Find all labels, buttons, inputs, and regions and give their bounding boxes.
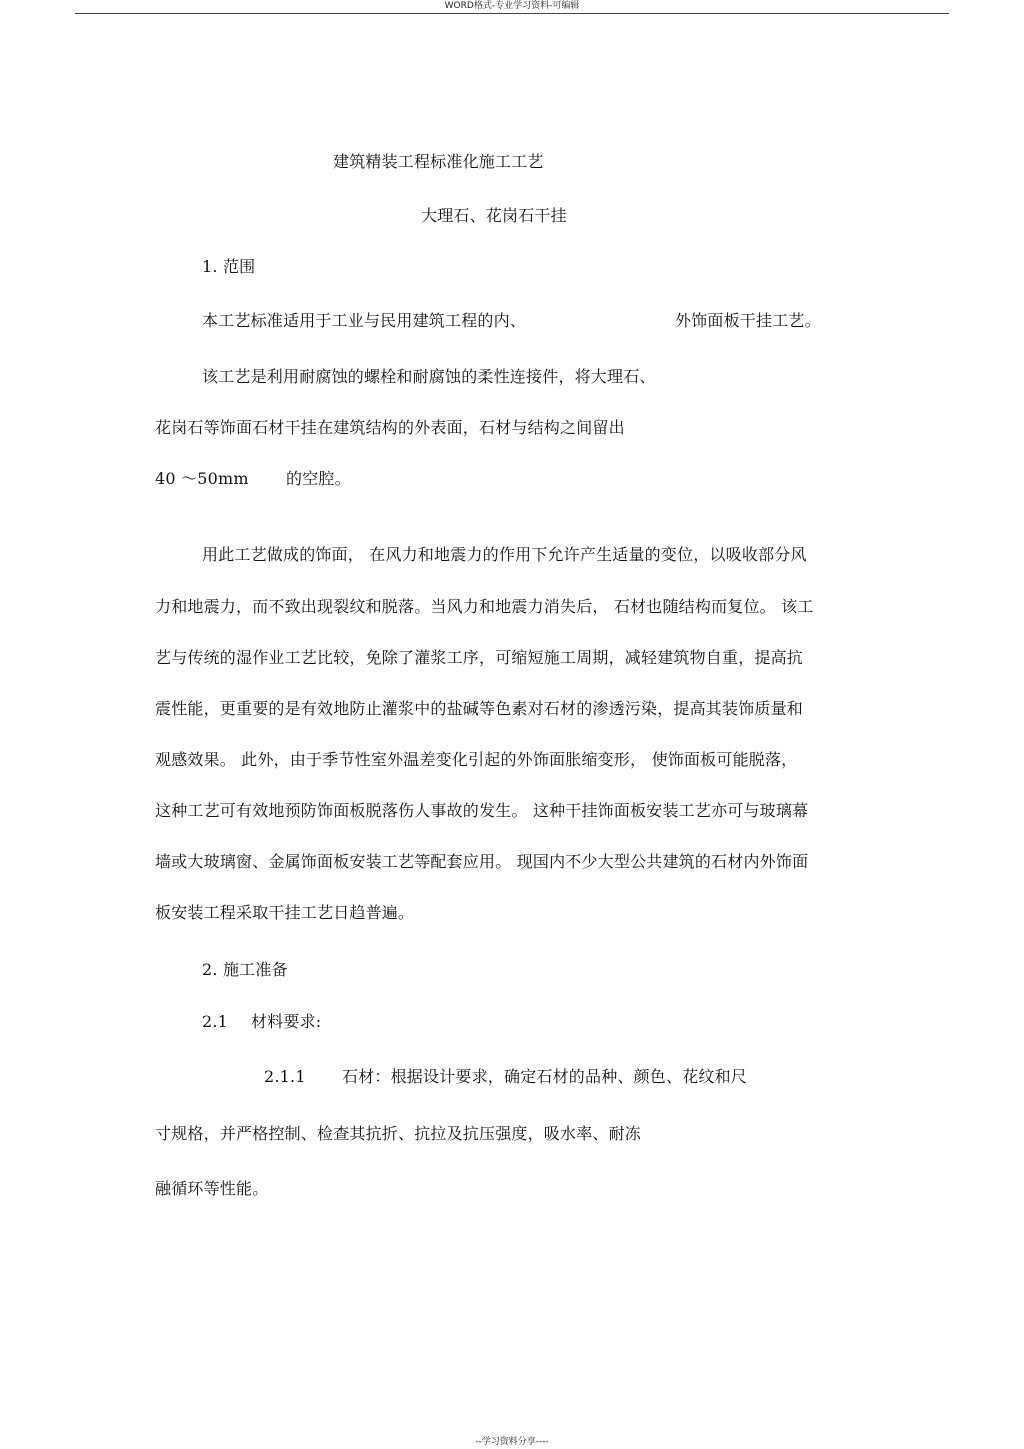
section-2-heading: 2. 施工准备 (202, 960, 288, 979)
paragraph-2-line-2: 花岗石等饰面石材干挂在建筑结构的外表面，石材与结构之间留出 (155, 418, 625, 437)
document-title: 建筑精装工程标准化施工工艺 (333, 152, 544, 171)
section-2-1-1-line-1: 石材：根据设计要求，确定石材的品种、颜色、花纹和尺 (342, 1067, 748, 1086)
section-2-1-1-number: 2.1.1 (264, 1067, 306, 1086)
paragraph-1-part-a: 本工艺标准适用于工业与民用建筑工程的内、 (202, 311, 527, 330)
paragraph-3-line-2: 力和地震力，而不致出现裂纹和脱落。当风力和地震力消失后， 石材也随结构而复位。 该工 (155, 597, 814, 616)
paragraph-3-line-5: 观感效果。 此外，由于季节性室外温差变化引起的外饰面胀缩变形， 使饰面板可能脱落， (155, 750, 798, 769)
section-2-1-1-line-2: 寸规格，并严格控制、检查其抗折、抗拉及抗压强度，吸水率、耐冻 (155, 1124, 642, 1143)
paragraph-3-line-4: 震性能，更重要的是有效地防止灌浆中的盐碱等色素对石材的渗透污染，提高其装饰质量和 (155, 699, 804, 718)
section-2-1-number: 2.1 (202, 1012, 229, 1031)
paragraph-3-line-8: 板安装工程采取干挂工艺日趋普遍。 (155, 903, 415, 922)
page-header: WORD格式-专业学习资料-可编辑 (444, 1, 580, 11)
paragraph-3-line-1: 用此工艺做成的饰面， 在风力和地震力的作用下允许产生适量的变位，以吸收部分风 (202, 545, 807, 564)
paragraph-1-part-b: 外饰面板干挂工艺。 (675, 311, 821, 330)
paragraph-3-line-6: 这种工艺可有效地预防饰面板脱落伤人事故的发生。 这种干挂饰面板安装工艺亦可与玻璃幕 (155, 801, 809, 820)
page-footer: --学习资料分享---- (475, 1437, 549, 1447)
paragraph-3-line-3: 艺与传统的湿作业工艺比较，免除了灌浆工序，可缩短施工周期，减轻建筑物自重，提高抗 (155, 648, 804, 667)
paragraph-2-line-3-measure: 40 ～50mm (155, 469, 249, 488)
section-1-heading: 1. 范围 (202, 257, 256, 276)
section-2-1-1-line-3: 融循环等性能。 (155, 1179, 269, 1198)
section-2-1-title: 材料要求: (251, 1012, 322, 1031)
document-subtitle: 大理石、花岗石干挂 (421, 206, 567, 225)
paragraph-2-line-3-text: 的空腔。 (286, 469, 351, 488)
paragraph-2-line-1: 该工艺是利用耐腐蚀的螺栓和耐腐蚀的柔性连接件，将大理石、 (202, 367, 656, 386)
paragraph-3-line-7: 墙或大玻璃窗、金属饰面板安装工艺等配套应用。 现国内不少大型公共建筑的石材内外饰面 (155, 852, 809, 871)
header-rule (75, 13, 949, 14)
